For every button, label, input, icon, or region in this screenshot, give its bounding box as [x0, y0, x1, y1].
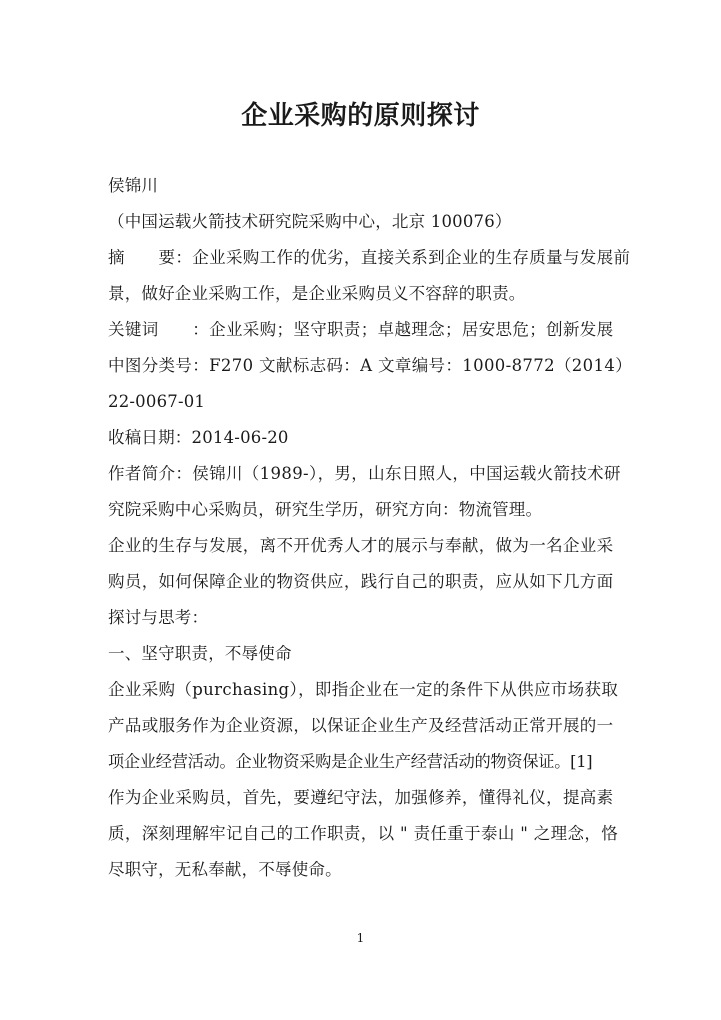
body-paragraph-line: 尽职守，无私奉献，不辱使命。: [108, 860, 342, 879]
body-paragraph-line: 质，深刻理解牢记自己的工作职责，以 " 责任重于泰山 " 之理念，恪: [108, 824, 619, 843]
section-heading: 一、坚守职责，不辱使命: [108, 644, 292, 663]
document-body: [108, 168, 633, 888]
author-affiliation: （中国运载火箭技术研究院采购中心，北京 100076）: [108, 212, 512, 231]
body-paragraph-line: 作为企业采购员，首先，要遵纪守法，加强修养，懂得礼仪，提高素: [108, 788, 614, 807]
article-number-line: 22-0067-01: [108, 392, 206, 411]
body-paragraph-line: 购员，如何保障企业的物资供应，践行自己的职责，应从如下几方面: [108, 572, 614, 591]
keywords-line: 关键词 ：企业采购；坚守职责；卓越理念；居安思危；创新发展: [108, 320, 614, 339]
body-paragraph-line: 项企业经营活动。企业物资采购是企业生产经营活动的物资保证。[1]: [108, 752, 593, 771]
body-paragraph-line: 产品或服务作为企业资源，以保证企业生产及经营活动正常开展的一: [108, 716, 614, 735]
body-paragraph-line: 探讨与思考：: [108, 608, 209, 627]
body-paragraph-line: 企业的生存与发展，离不开优秀人才的展示与奉献，做为一名企业采: [108, 536, 614, 555]
page-number: 1: [356, 931, 365, 945]
received-date-line: 收稿日期：2014-06-20: [108, 428, 289, 447]
classification-line: 中图分类号：F270 文献标志码：A 文章编号：1000-8772（2014）: [108, 356, 633, 375]
abstract-line: 摘 要：企业采购工作的优劣，直接关系到企业的生存质量与发展前: [108, 248, 631, 267]
author-bio-line: 作者简介：侯锦川（1989-），男，山东日照人，中国运载火箭技术研: [108, 464, 621, 483]
author-bio-line: 究院采购中心采购员，研究生学历，研究方向：物流管理。: [108, 500, 543, 519]
page-title: 企业采购的原则探讨: [241, 101, 480, 132]
abstract-line: 景，做好企业采购工作，是企业采购员义不容辞的职责。: [108, 284, 526, 303]
body-paragraph-line: 企业采购（purchasing），即指企业在一定的条件下从供应市场获取: [108, 680, 619, 699]
author-name: 侯锦川: [108, 176, 159, 195]
